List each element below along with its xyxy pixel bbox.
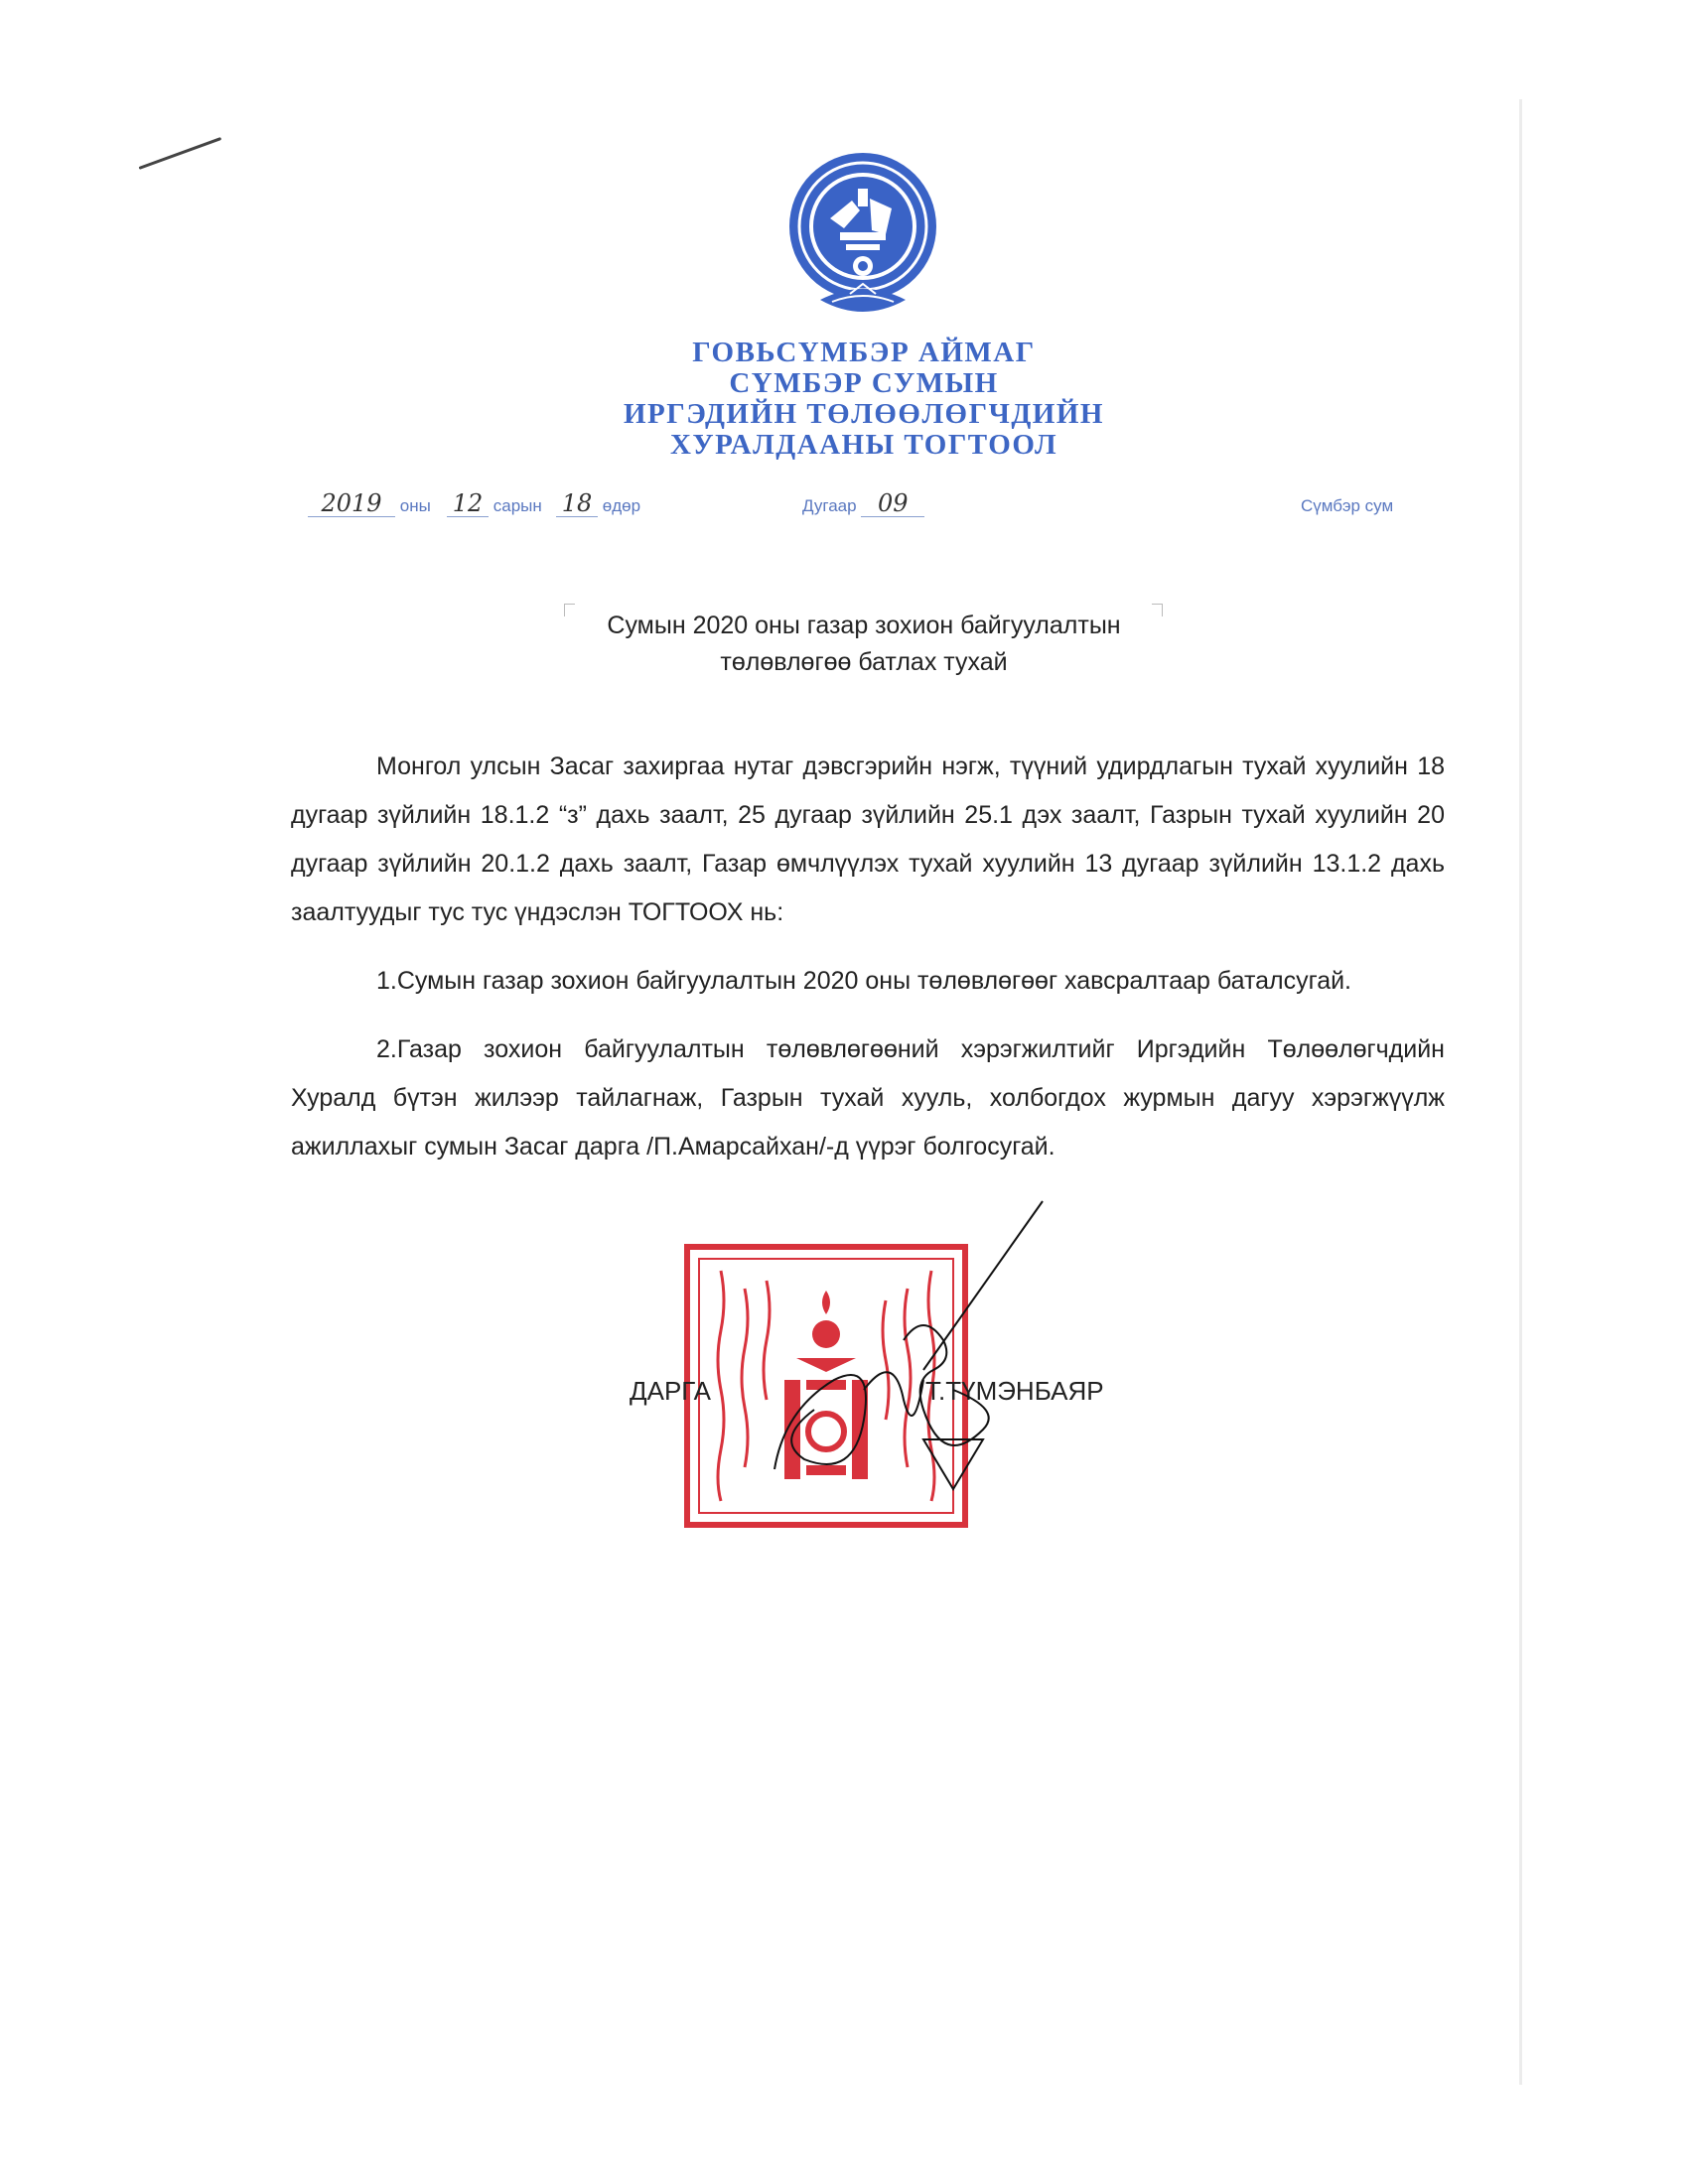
state-emblem-icon [780,149,945,324]
header-line-aimag: ГОВЬСҮМБЭР АЙМАГ [692,337,1036,368]
body-paragraph-item-2: 2.Газар зохион байгуулалтын төлөвлөгөөний хэрэгжилтийг Иргэдийн Төлөөлөгчдийн Хуралд бүтэн жилээр тайлагнаж, Газрын тухай хууль, холбогдох журмын дагуу хэрэгжүүлж ажиллахыг сумын Засаг дарга /П.Амарсайхан/-д үүрэг болгосугай. [291,1035,1445,1160]
header-line-council: ИРГЭДИЙН ТӨЛӨӨЛӨГЧДИЙН [624,398,1104,430]
header-line-sum: СҮМБЭР СУМЫН [729,367,999,399]
number-label: Дугаар [802,496,857,515]
title-line-2: төлөвлөгөө батлах тухай [720,648,1008,676]
scan-edge-shadow [1519,99,1522,2085]
header-line-resolution: ХУРАЛДААНЫ ТОГТООЛ [669,429,1058,461]
resolution-number: 09 [861,490,924,517]
body-paragraph-item-1: 1.Сумын газар зохион байгуулалтын 2020 оны төлөвлөгөөг хавсралтаар баталсугай. [376,967,1352,995]
resolution-title [496,608,1231,681]
date-day: 18 [556,490,598,517]
issuing-authority-header [447,338,1281,461]
date-year-suffix: оны [399,496,431,515]
title-line-1: Сумын 2020 оны газар зохион байгуулалтын [607,612,1121,639]
date-month: 12 [447,490,489,517]
date-day-suffix: өдөр [602,496,641,515]
resolution-body [291,743,1445,1191]
signatory-title: ДАРГА [630,1376,711,1406]
date-year: 2019 [308,490,395,517]
signatory-name: Т.ТҮМЭНБАЯР [925,1376,1104,1406]
body-paragraph-legal-basis: Монгол улсын Засаг захиргаа нутаг дэвсгэрийн нэгж, түүний удирдлагын тухай хуулийн 18 дугаар зүйлийн 18.1.2 “з” дахь заалт, 25 дугаар зүйлийн 25.1 дэх заалт, Газрын тухай хуулийн 20 дугаар зүйлийн 20.1.2 дахь заалт, Газар өмчлүүлэх тухай хуулийн 13 дугаар зүйлийн 13.1.2 дахь заалтуудыг тус тус үндэслэн ТОГТООХ нь: [291,752,1445,926]
issue-place: Сүмбэр сум [1301,496,1394,515]
pen-stroke-mark [138,137,221,170]
date-month-suffix: сарын [492,496,542,515]
handwritten-signature [755,1191,1053,1509]
date-number-line [298,489,1420,536]
